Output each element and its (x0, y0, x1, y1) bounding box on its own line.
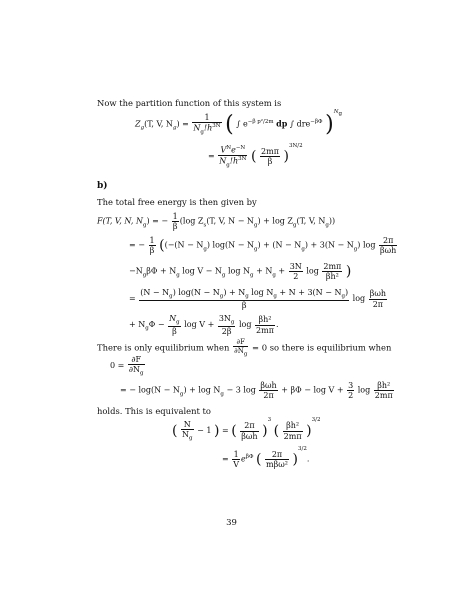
eq-eq1-den (128, 365, 145, 377)
eq-z-args-sub: g (172, 125, 177, 132)
section-heading-b: b) (97, 181, 108, 191)
equation-partition-function-line2 (208, 145, 303, 168)
eq-z2-paren-sup-tail: /2 (297, 143, 303, 150)
eq-f2-inv-beta (149, 236, 156, 255)
equation-final-line2 (222, 446, 310, 470)
eq-fin-open3: ( (273, 423, 280, 440)
eq-fin-f3-den: V (233, 460, 240, 470)
eq-fin-f4-num: 2π (265, 450, 289, 460)
para3-frac-num: ∂F (233, 338, 248, 347)
eq-f4-equals: = (129, 294, 136, 304)
eq-f5-sub-b: g (176, 319, 180, 326)
eq-f3-body2: βΦ + N (146, 266, 177, 276)
eq-fin-minus-one: − 1 (197, 426, 212, 436)
eq-fin-p-den (181, 430, 194, 442)
eq-f3-body4: log N (225, 266, 251, 276)
eq-fin-open4: ( (256, 451, 262, 468)
eq-f4-num-e: + N + 3(N − N (276, 288, 342, 297)
eq-f1-tail-sub: s (203, 222, 207, 229)
eq-eq2-e: log (357, 385, 371, 395)
eq-z2-den-n: N (219, 156, 227, 166)
eq-eq2-c: − 3 log (223, 385, 256, 395)
eq-f5-frac2-num (218, 314, 236, 327)
eq-fin-open-paren: ( (172, 423, 178, 440)
eq-f5-frac-den: β (172, 326, 177, 336)
equation-equilibrium-line2 (120, 381, 395, 400)
equation-equilibrium-line1 (110, 355, 146, 377)
eq-z2-den-sup: 3N (238, 155, 247, 162)
eq-f3-frac2 (322, 262, 342, 281)
eq-fin-p-num: N (181, 420, 194, 430)
eq-z-pref-num: 1 (192, 113, 221, 123)
eq-f2-frac (379, 236, 397, 255)
eq-z2-paren-sup-base: 3N (288, 143, 298, 150)
eq-eq1-num: ∂F (128, 355, 145, 365)
equation-free-energy-line2 (129, 236, 398, 255)
eq-f5-frac3-den: 2mπ (256, 325, 274, 335)
eq-f3-frac2-num: 2mπ (323, 262, 342, 271)
eq-fin-f2-num: βh² (283, 421, 303, 431)
eq-f2-body5: ) log (357, 240, 376, 250)
eq-z-close-paren: ) (325, 112, 334, 137)
eq-f5-frac2-den: 2β (221, 326, 232, 336)
eq-eq1-lhs: 0 = (110, 361, 125, 371)
eq-f5-sub-c: g (230, 319, 235, 326)
eq-f1-tail: (log Z (179, 216, 204, 226)
eq-eq2-f3-num: βh² (374, 381, 394, 391)
eq-z-pref-den-sup: 3N (212, 123, 221, 130)
eq-f4-num-d: log N (248, 288, 274, 297)
eq-f3-body5: + N (253, 266, 273, 276)
eq-f5-start: + N (129, 320, 146, 330)
eq-fin-f1-den: βωh (241, 431, 258, 441)
eq-f3-frac (289, 262, 303, 281)
eq-eq2-d: + βΦ − log V + (281, 385, 344, 395)
eq-f3-log: log (306, 266, 319, 276)
eq-f1-num: 1 (172, 212, 178, 221)
paragraph-partition-intro: Now the partition function of this system is (97, 98, 282, 108)
eq-f1-sub-a: g (253, 222, 258, 229)
eq-fin-f1-num: 2π (240, 421, 258, 431)
eq-z2-num-e: e (231, 145, 236, 155)
eq-eq2-f3-den: 2mπ (374, 391, 393, 401)
eq-eq2-f2-den: 2 (348, 391, 354, 401)
eq-f5-frac-num-n: N (169, 314, 177, 323)
eq-fin-open2: ( (231, 423, 237, 440)
eq-f3-body3: log V − N (179, 266, 222, 276)
eq-f2-frac-num: 2π (379, 236, 397, 246)
eq-f3-frac-num: 3N (289, 262, 302, 271)
eq-f1-tail-args3: (T, V, N (296, 216, 326, 226)
eq-f3-sub-e: g (272, 272, 276, 279)
eq-eq2-start: = − log(N − N (120, 385, 180, 395)
eq-f5-frac-num (168, 314, 181, 327)
eq-z2-equals: = (208, 151, 215, 161)
eq-z-pref-den-n: N (193, 123, 201, 133)
eq-fin-sup3: 3/2 (298, 446, 307, 453)
paragraph-holds: holds. This is equivalent to (97, 406, 211, 416)
eq-f4-sub-b: g (219, 293, 224, 300)
eq-f2-body3: ) + (N − N (257, 240, 302, 250)
eq-fin-frac-n (181, 420, 194, 442)
para3-frac-den (233, 347, 248, 358)
eq-eq2-sub-a: g (179, 391, 184, 398)
eq-f5-frac2-num-n: 3N (218, 314, 231, 323)
eq-f4-frac2-den: 2π (372, 299, 384, 309)
eq-f2-body2: ) log(N − N (206, 240, 254, 250)
eq-f2-start: = − (129, 240, 145, 250)
eq-eq2-b: ) + log N (183, 385, 221, 395)
eq-f3-body: −N (129, 266, 143, 276)
eq-eq2-f1-num: βωh (260, 381, 277, 390)
eq-fin-end: . (306, 454, 310, 464)
eq-f4-num (139, 288, 349, 301)
eq-f5-frac (168, 314, 181, 336)
eq-f4-num-b: ) log(N − N (172, 288, 220, 297)
eq-fin-f3-num: 1 (233, 450, 239, 459)
eq-f4-frac2 (369, 289, 387, 308)
eq-f5-frac3-num: βh² (255, 315, 275, 325)
eq-eq1-sub: g (140, 370, 144, 377)
eq-z2-close-paren: ) (283, 148, 289, 165)
eq-f2-open-paren: ( (159, 237, 165, 254)
eq-z2-frac-num (218, 145, 247, 156)
page-number: 39 (226, 518, 237, 528)
eq-z2-open-paren: ( (251, 148, 257, 165)
eq-z2-paren-den: β (267, 157, 273, 167)
eq-fin-p-sub: g (189, 435, 193, 442)
eq-f4-sub-c: g (245, 293, 249, 300)
eq-fin-e-sup: βΦ (245, 454, 254, 461)
eq-fin-f1 (240, 421, 258, 440)
eq-z2-frac-den (218, 156, 247, 169)
eq-z-integral-p-sup: −β p²/2m (247, 118, 274, 125)
eq-eq2-f2 (347, 381, 354, 400)
eq-z2-num-v-sup: N (226, 145, 232, 151)
eq-f4-sub-d: g (273, 293, 277, 300)
eq-fin-e: e (241, 454, 246, 464)
eq-f1-sub-c: g (325, 222, 329, 229)
eq-f3-frac-den: 2 (293, 272, 299, 282)
equation-free-energy-line3 (129, 262, 351, 281)
eq-f2-sub-d: g (353, 246, 358, 253)
eq-f4-den: β (241, 300, 247, 310)
eq-z-lhs-args: (T, V, N (144, 119, 173, 129)
eq-z-lhs: Z (135, 119, 141, 129)
eq-z-open-paren: ( (225, 112, 234, 137)
eq-f5-end: . (275, 320, 279, 330)
para3-end: = 0 so there is equilibrium when (252, 342, 392, 353)
eq-z2-paren-num: 2mπ (261, 147, 279, 157)
eq-f-lhs-close: ) = − (146, 216, 169, 226)
equation-free-energy-line4 (129, 288, 388, 310)
eq-fin-p-den-n: N (182, 430, 190, 440)
eq-fin-close2: ) (262, 423, 268, 440)
eq-z2-paren-sup (289, 143, 303, 149)
eq-f4-frac (139, 288, 349, 310)
eq-fin-eq2: = (222, 454, 229, 464)
eq-eq2-f1-den: 2π (263, 391, 274, 401)
eq-f1-tail-args: (T, V, N − N (206, 216, 254, 226)
eq-f3-sub-c: g (221, 272, 226, 279)
eq-fin-close-paren: ) (213, 423, 220, 440)
eq-z-integral-r: ∫ dre (289, 119, 311, 129)
equation-final-line1 (172, 417, 321, 442)
eq-eq1-den-n: ∂N (128, 365, 141, 375)
eq-z2-frac (218, 145, 247, 168)
eq-z-outer-sup-sub: g (338, 110, 343, 117)
eq-fin-sup1: 3 (267, 417, 272, 424)
eq-f5-body2: log V + (184, 320, 215, 330)
para3-start: There is only equilibrium when (97, 342, 230, 353)
eq-f1-sub-b: g (292, 222, 297, 229)
eq-f1-tail-end: )) (328, 216, 336, 226)
eq-f1-tail-args2: ) + log Z (257, 216, 293, 226)
eq-z-pref-den (192, 123, 221, 136)
eq-eq2-sub-b: g (220, 391, 224, 398)
para3-frac-den-n: ∂N (234, 347, 244, 356)
eq-eq2-f2-num: 3 (348, 381, 354, 390)
eq-z-outer-sup: N (333, 108, 339, 115)
eq-f2-sub-c: g (301, 246, 305, 253)
eq-f2-body: (−(N − N (164, 240, 204, 250)
eq-f2-inv-num: 1 (149, 236, 155, 245)
eq-f3-close: ) (345, 263, 352, 280)
eq-fin-sup2: 3/2 (311, 417, 321, 424)
eq-z2-den-rest: !h (229, 156, 239, 166)
eq-eq1-frac (128, 355, 145, 377)
eq-fin-eq1: = (222, 426, 229, 436)
para3-frac (233, 338, 248, 358)
eq-f4-num-f: ) (345, 288, 349, 297)
eq-f3-sub-d: g (250, 272, 254, 279)
eq-eq2-f1 (259, 381, 277, 400)
eq-f3-body6: + (275, 266, 286, 276)
eq-f5-frac2 (218, 314, 236, 336)
eq-fin-f4 (265, 450, 289, 469)
eq-z-dp: dp (276, 118, 288, 129)
eq-f5-frac3 (255, 315, 275, 334)
eq-f4-num-c: ) + N (223, 288, 246, 297)
eq-f4-num-a: (N − N (140, 288, 170, 297)
eq-f1-frac (172, 212, 179, 231)
eq-z-prefactor (192, 113, 221, 136)
eq-fin-f2-den: 2mπ (283, 431, 302, 441)
eq-f2-sub-a: g (203, 246, 207, 253)
eq-z-integral-p: ∫ e (236, 119, 248, 129)
eq-z-integral-r-sup: −βΦ (310, 118, 323, 125)
eq-fin-close3: ) (306, 423, 312, 440)
eq-f3-sub-b: g (176, 272, 180, 279)
eq-f4-frac2-num: βωh (369, 289, 387, 299)
equation-free-energy-line1 (97, 212, 335, 231)
eq-f5-body: Φ − (148, 320, 165, 330)
eq-f5-sub-a: g (145, 325, 149, 332)
eq-z2-den-sub: g (226, 162, 230, 169)
equation-free-energy-line5 (129, 314, 279, 336)
eq-z2-num-e-sup: −N (235, 145, 246, 151)
eq-f-lhs-sub: g (142, 222, 147, 229)
equation-partition-function-line1 (135, 108, 343, 137)
eq-z-lhs-close: ) = (176, 119, 189, 129)
eq-eq2-f3 (374, 381, 394, 400)
eq-f2-inv-den: β (149, 246, 155, 256)
eq-f3-sub-a: g (142, 272, 147, 279)
eq-z-pref-den-sub: g (200, 129, 204, 136)
eq-f4-log: log (352, 294, 366, 304)
eq-f-lhs: F(T, V, N, N (97, 216, 143, 226)
eq-f4-sub-a: g (169, 293, 173, 300)
eq-f5-log: log (239, 320, 252, 330)
eq-fin-f4-den: mβω² (266, 460, 288, 470)
eq-z-pref-den-rest: !h (203, 123, 213, 133)
eq-z-lhs-sub: g (140, 125, 145, 132)
eq-f2-body4: ) + 3(N − N (304, 240, 354, 250)
eq-f1-den: β (172, 222, 178, 232)
para3-frac-sub: g (243, 351, 248, 358)
eq-fin-close4: ) (292, 451, 298, 468)
eq-f2-sub-b: g (253, 246, 258, 253)
eq-fin-f3 (232, 450, 240, 469)
eq-f2-frac-den: βωh (380, 246, 397, 256)
eq-z2-paren-frac (260, 147, 280, 166)
eq-f3-frac2-den: βh² (325, 272, 339, 282)
paragraph-free-energy-intro: The total free energy is then given by (97, 197, 257, 207)
eq-f4-sub-e: g (341, 293, 345, 300)
eq-fin-f2 (283, 421, 303, 440)
eq-z2-num-v: V (220, 145, 227, 155)
